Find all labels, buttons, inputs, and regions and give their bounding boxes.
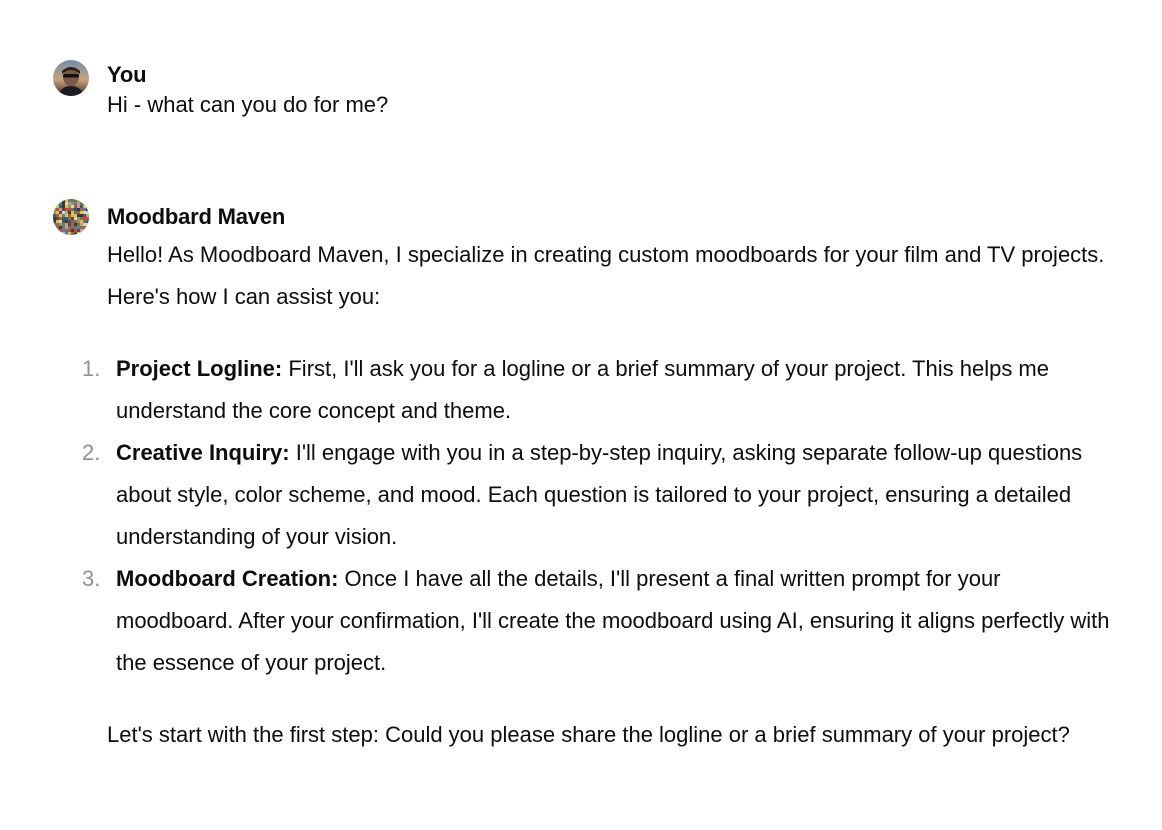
step-item [82, 558, 1122, 684]
assistant-author-name: Moodbard Maven [107, 204, 286, 229]
step-text: Once I have all the details, I'll present a final written prompt for your moodboard. After your confirmation, I'll create the moodboard using AI, ensuring it aligns perfectly with the essence of your project. [116, 566, 1110, 675]
user-message [53, 60, 1122, 126]
assistant-mosaic-avatar-icon [53, 199, 89, 235]
step-number: 2. [82, 440, 101, 465]
step-item [82, 432, 1122, 558]
step-title: Project Logline: [116, 356, 283, 381]
assistant-message-body [82, 234, 1122, 756]
steps-list [82, 348, 1122, 684]
user-author-name: You [107, 62, 147, 87]
assistant-intro-paragraph: Hello! As Moodboard Maven, I specialize in creating custom moodboards for your film and TV projects. Here's how I can assist you: [107, 242, 1105, 309]
step-title: Creative Inquiry: [116, 440, 290, 465]
step-number: 1. [82, 356, 101, 381]
assistant-message [53, 199, 1122, 756]
assistant-outro-paragraph: Let's start with the first step: Could you please share the logline or a brief summary of your project? [107, 722, 1070, 747]
step-text: I'll engage with you in a step-by-step inquiry, asking separate follow-up questions about style, color scheme, and mood. Each question is tailored to your project, ensuring a detailed understanding of your vision. [116, 440, 1083, 549]
step-title: Moodboard Creation: [116, 566, 339, 591]
user-message-text: Hi - what can you do for me? [107, 92, 389, 117]
step-item [82, 348, 1122, 432]
user-avatar-icon [53, 60, 89, 96]
step-text: First, I'll ask you for a logline or a brief summary of your project. This helps me understand the core concept and theme. [116, 356, 1049, 423]
step-number: 3. [82, 566, 101, 591]
